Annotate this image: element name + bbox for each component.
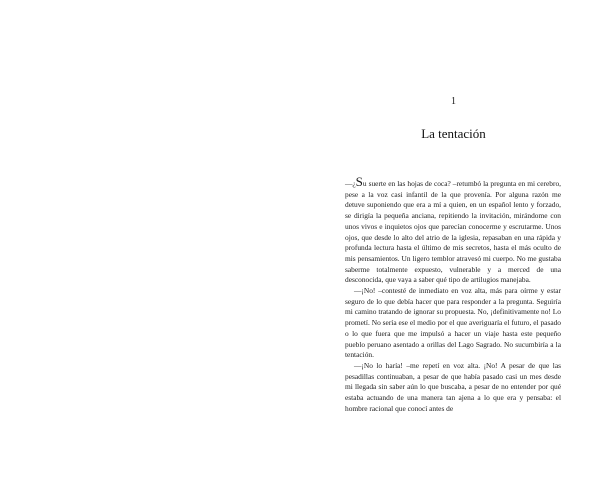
chapter-number: 1: [451, 96, 456, 107]
drop-cap: S: [355, 174, 363, 189]
paragraph-1-text: u suerte en las hojas de coca? –retumbó la pregunta en mi cerebro, pese a la voz casi infantil de la que provenía. Por alguna razón me detuve suponiendo que era a mí a quien, en un español lento y forzado, se dirigía la pequeña anciana, repitiendo la invitación, mirándome con unos vivos e inquietos ojos que parecían conocerme y escrutarme. Unos ojos, que desde lo alto del atrio de la iglesia, repasaban en una rápida y profunda lectura hasta el último de mis secretos, hasta el más oculto de mis pensamientos. Un ligero temblor atravesó mi cuerpo. No me gustaba saberme totalmente expuesto, vulnerable y a merced de una desconocida, que vaya a saber qué tipo de artilugios manejaba.: [345, 179, 561, 285]
paragraph-1: [345, 174, 561, 286]
body-text: [345, 174, 561, 414]
dialogue-lead: —¿: [345, 179, 356, 188]
paragraph-2: —¡No! –contesté de inmediato en voz alta, más para oírme y estar seguro de lo que debía hacer que para responder a la pregunta. Seguiría mi camino tratando de ignorar su propuesta. No, ¡definitivamente no! Lo prometí. No sería ese el medio por el que averiguaría el futuro, el pasado o lo que fuera que me impulsó a hacer un viaje hasta este pequeño pueblo peruano asentado a orillas del Lago Sagrado. No sucumbiría a la tentación.: [345, 286, 561, 360]
paragraph-3: —¡No lo haría! –me repetí en voz alta. ¡No! A pesar de que las pesadillas continuaban, a pesar de que había pasado casi un mes desde mi llegada sin saber aún lo que buscaba, a pesar de no entender por qué estaba actuando de una manera tan ajena a lo que era y pensaba: el hombre racional que conocí antes de: [345, 360, 561, 413]
chapter-title: La tentación: [421, 126, 486, 141]
